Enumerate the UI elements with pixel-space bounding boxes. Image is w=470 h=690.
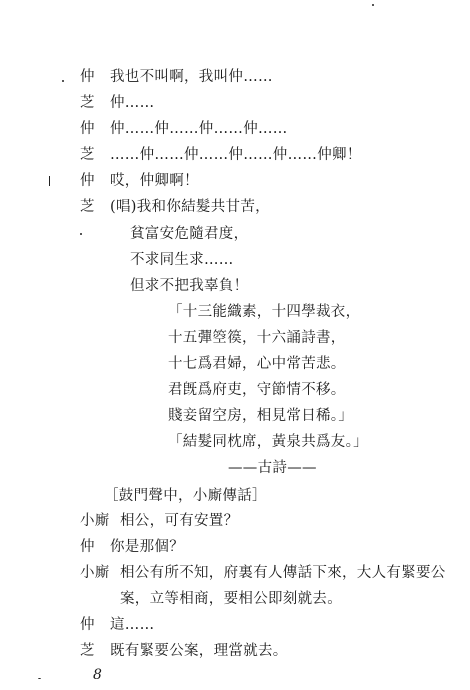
poem-line: 十五彈箜篌，十六誦詩書， <box>168 330 346 346</box>
speaker: 仲 <box>80 173 95 189</box>
poem-line: 君旣爲府吏，守節情不移。 <box>168 382 346 398</box>
poem-line: 「十三能織素，十四學裁衣， <box>168 304 361 320</box>
line-text: 相公有所不知，府裏有人傳話下來，大人有緊要公 <box>120 565 446 581</box>
poem-line: 十七爲君婦，心中常苦悲。 <box>168 356 346 372</box>
line-text: 仲…… <box>110 95 155 111</box>
stray-dot <box>372 4 374 6</box>
dialogue-line <box>80 538 184 556</box>
speaker: 仲 <box>80 617 95 633</box>
dialogue-line <box>80 198 270 216</box>
dialogue-line <box>80 94 154 112</box>
dialogue-line <box>80 146 362 164</box>
speaker: 仲 <box>80 539 95 555</box>
stage-direction: ［鼓門聲中，小廝傳話］ <box>104 488 267 504</box>
line-text: 你是那個？ <box>110 539 184 555</box>
stray-dot <box>38 678 41 679</box>
line-text: 相公，可有安置？ <box>120 513 239 529</box>
poem-line: 賤妾留空房，相見常日稀。」 <box>168 408 354 424</box>
speaker: 小廝 <box>80 513 110 529</box>
continuation-line: 案，立等相商，要相公即刻就去。 <box>120 591 342 607</box>
dialogue-line <box>80 68 273 86</box>
line-text: (唱)我和你結髮共甘苦， <box>110 199 270 215</box>
speaker: 芝 <box>80 643 95 659</box>
sung-line: 不求同生求…… <box>130 252 234 268</box>
line-text: 我也不叫啊，我叫仲…… <box>110 69 273 85</box>
poem-line: 「結髮同枕席，黃泉共爲友。」 <box>168 434 368 450</box>
stray-dot <box>80 233 82 235</box>
stray-dot <box>49 176 50 186</box>
line-text: 哎，仲卿啊！ <box>110 173 199 189</box>
line-text: 仲……仲……仲……仲…… <box>110 121 288 137</box>
sung-line: 但求不把我辜負！ <box>130 278 249 294</box>
sung-line: 貧富安危隨君度， <box>130 226 249 242</box>
speaker: 芝 <box>80 199 95 215</box>
speaker: 芝 <box>80 147 95 163</box>
dialogue-line <box>80 564 446 582</box>
dialogue-line <box>80 616 154 634</box>
line-text: 既有緊要公案，理當就去。 <box>110 643 288 659</box>
poem-source: ——古詩—— <box>228 460 317 476</box>
dialogue-line <box>80 642 288 660</box>
dialogue-line <box>80 172 199 190</box>
speaker: 小廝 <box>80 565 110 581</box>
dialogue-line <box>80 120 288 138</box>
dialogue-line <box>80 512 238 530</box>
line-text: 這…… <box>110 617 155 633</box>
page-number: 8 <box>93 667 102 683</box>
line-text: ……仲……仲……仲……仲……仲卿！ <box>110 147 362 163</box>
speaker: 仲 <box>80 69 95 85</box>
speaker: 芝 <box>80 95 95 111</box>
speaker: 仲 <box>80 121 95 137</box>
stray-dot <box>62 80 64 82</box>
